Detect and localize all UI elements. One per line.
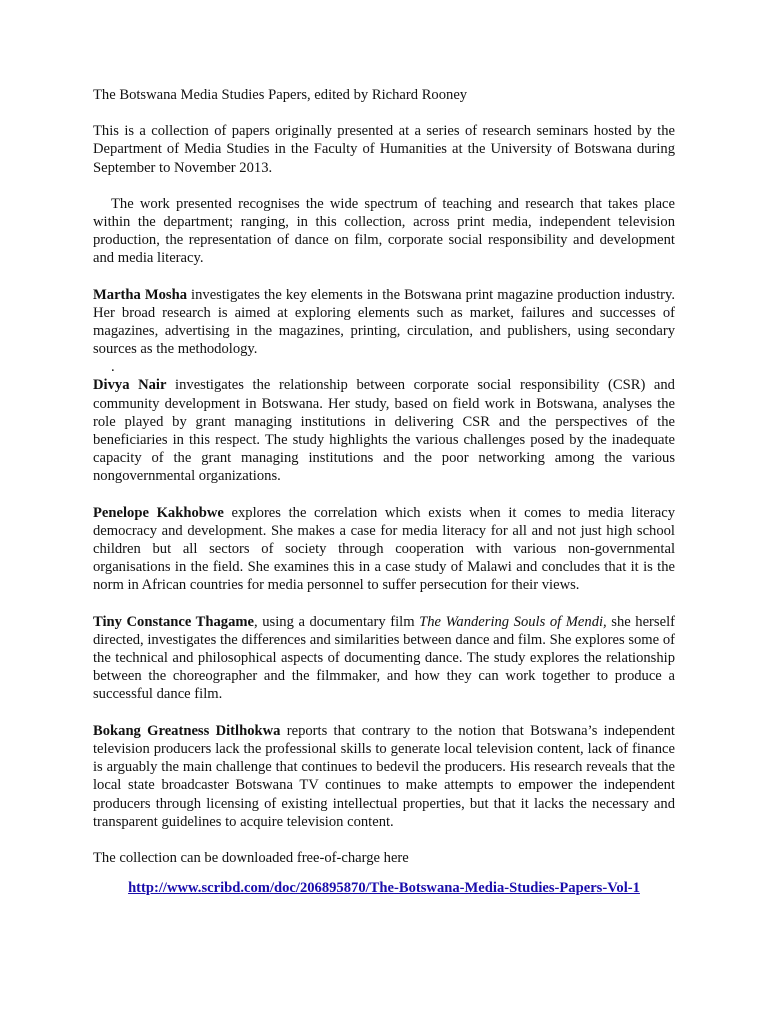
paper-description: investigates the relationship between corporate social responsibility (CSR) and community development in Botswana. Her study, based on field work in Botswana, analyses the role played by grant managing institutions in delivering CSR and the perspectives of the beneficiaries in this respect. The study highlights the various challenges posed by the inadequate capacity of the grant managing institutions and the poor networking among the various nongovernmental organizations. xyxy=(93,377,675,485)
scope-paragraph xyxy=(93,195,675,268)
paper-description: reports that contrary to the notion that Botswana’s independent television producers lack the professional skills to generate local television content, lack of finance is arguably the main challenge that continues to bedevil the producers. His research reveals that the local state broadcaster Botswana TV continues to make attempts to empower the independent producers through licensing of existing intellectual properties, but that it lacks the necessary and transparent guidelines to acquire television content. xyxy=(93,722,675,830)
paper-paragraph-mosha xyxy=(93,286,675,359)
closing-text: The collection can be downloaded free-of-charge here xyxy=(93,849,409,866)
paper-description-after: she herself directed, investigates the differences and similarities between dance and film. She explores some of the technical and philosophical aspects of documenting dance. The study explores the relationship between the choreographer and the filmmaker, and how they can work together to produce a successful dance film. xyxy=(93,613,675,703)
film-title: The Wandering Souls of Mendi, xyxy=(419,613,607,630)
paper-paragraph-ditlhokwa xyxy=(93,722,675,831)
document-page xyxy=(93,86,675,897)
download-link[interactable]: http://www.scribd.com/doc/206895870/The-Botswana-Media-Studies-Papers-Vol-1 xyxy=(128,880,640,897)
paper-paragraph-kakhobwe xyxy=(93,504,675,595)
stray-dot: . xyxy=(111,359,115,376)
scope-text: The work presented recognises the wide spectrum of teaching and research that takes place within the department; ranging, in this collection, across print media, independent television production, the representation of dance on film, corporate social responsibility and development and media literacy. xyxy=(93,195,675,267)
author-name: Penelope Kakhobwe xyxy=(93,504,224,521)
author-name: Bokang Greatness Ditlhokwa xyxy=(93,722,281,739)
paper-description: explores the correlation which exists when it comes to media literacy democracy and development. She makes a case for media literacy for all and not just high school children but all sectors of society through cooperation with various non-governmental organisations in the field. She examines this in a case study of Malawi and concludes that it is the norm in African countries for media personnel to suffer persecution for their views. xyxy=(93,504,676,594)
intro-paragraph: This is a collection of papers originally presented at a series of research seminars hosted by the Department of Media Studies in the Faculty of Humanities at the University of Botswana during September to November 2013. xyxy=(93,123,675,176)
author-name: Martha Mosha xyxy=(93,286,188,303)
document-title: The Botswana Media Studies Papers, edited by Richard Rooney xyxy=(93,87,468,103)
author-name: Divya Nair xyxy=(93,377,167,394)
paper-paragraph-nair xyxy=(93,376,675,485)
author-name: Tiny Constance Thagame xyxy=(93,613,255,630)
paper-paragraph-thagame xyxy=(93,613,675,704)
paper-description: investigates the key elements in the Botswana print magazine production industry. Her broad research is aimed at exploring elements such as market, failures and successes of magazines, advertising in the magazines, printing, circulation, and publishers, using secondary sources as the methodology. xyxy=(93,286,675,358)
download-link-line xyxy=(93,879,675,897)
paper-description-before: , using a documentary film xyxy=(254,613,420,630)
